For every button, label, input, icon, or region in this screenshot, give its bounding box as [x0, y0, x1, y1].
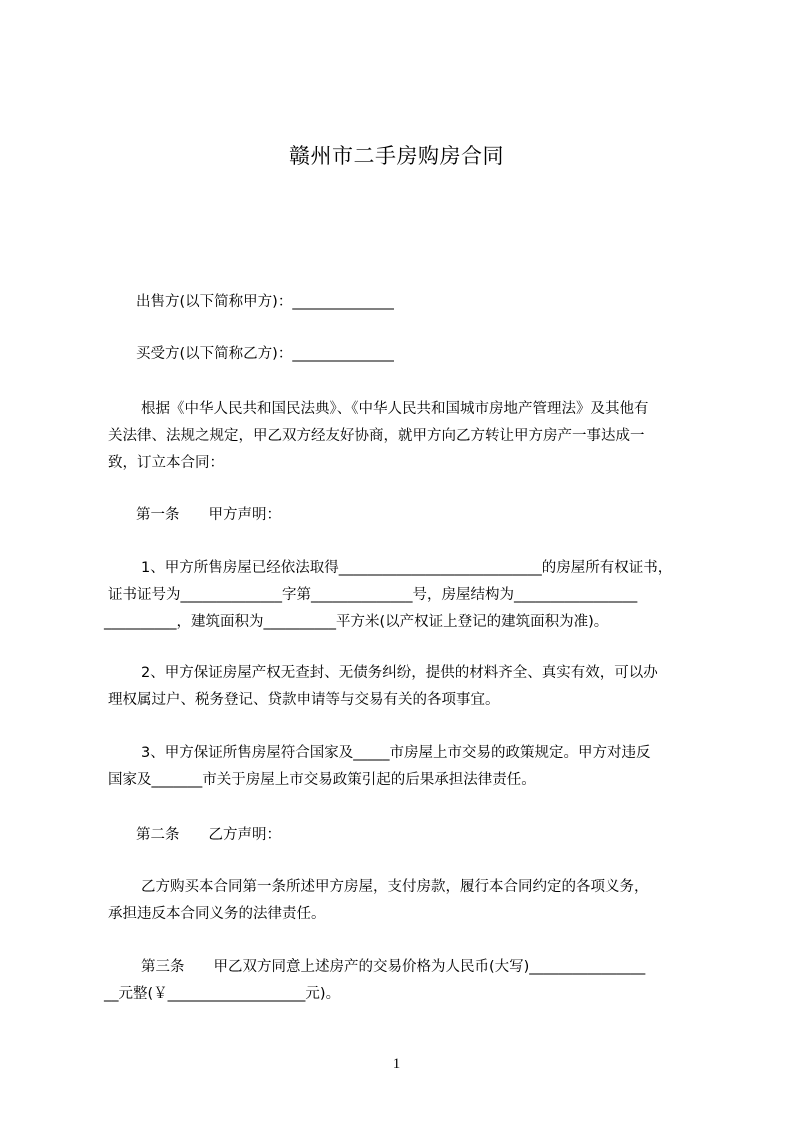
buyer-line: 买受方(以下简称乙方)：______________	[136, 346, 394, 362]
preamble-line: 关法律、法规之规定，甲乙双方经友好协商，就甲方向乙方转让甲方房产一事达成一	[108, 428, 645, 444]
article-line: 第三条 甲乙双方同意上述房产的交易价格为人民币(大写)________________	[141, 959, 646, 975]
article-line: 乙方购买本合同第一条所述甲方房屋，支付房款，履行本合同约定的各项义务，	[141, 879, 649, 895]
preamble-line: 根据《中华人民共和国民法典》、《中华人民共和国城市房地产管理法》及其他有	[141, 401, 649, 417]
article-line: 3、甲方保证所售房屋符合国家及_____市房屋上市交易的政策规定。甲方对违反	[141, 745, 651, 761]
article-line: 国家及_______市关于房屋上市交易政策引起的后果承担法律责任。	[108, 772, 536, 788]
page-number: 1	[392, 1056, 401, 1072]
article-line: 承担违反本合同义务的法律责任。	[108, 906, 326, 922]
document-title: 赣州市二手房购房合同	[289, 144, 504, 168]
article-line: 2、甲方保证房屋产权无查封、无债务纠纷，提供的材料齐全、真实有效，可以办	[141, 665, 658, 681]
article-2-heading: 第二条 乙方声明：	[136, 827, 281, 843]
article-1-heading: 第一条 甲方声明：	[136, 507, 281, 523]
article-line: 证书证号为______________字第______________号，房屋结构为_________________	[108, 587, 638, 603]
article-line: 1、甲方所售房屋已经依法取得____________________________的房屋所有权证书，	[141, 560, 673, 576]
article-line: __________，建筑面积为__________平方米(以产权证上登记的建筑面积为准)。	[104, 614, 609, 630]
seller-line: 出售方(以下简称甲方)：______________	[136, 294, 394, 310]
article-line: 理权属过户、税务登记、贷款申请等与交易有关的各项事宜。	[108, 692, 500, 708]
article-line: __元整(￥___________________元)。	[104, 986, 341, 1002]
preamble-line: 致，订立本合同：	[108, 455, 224, 471]
